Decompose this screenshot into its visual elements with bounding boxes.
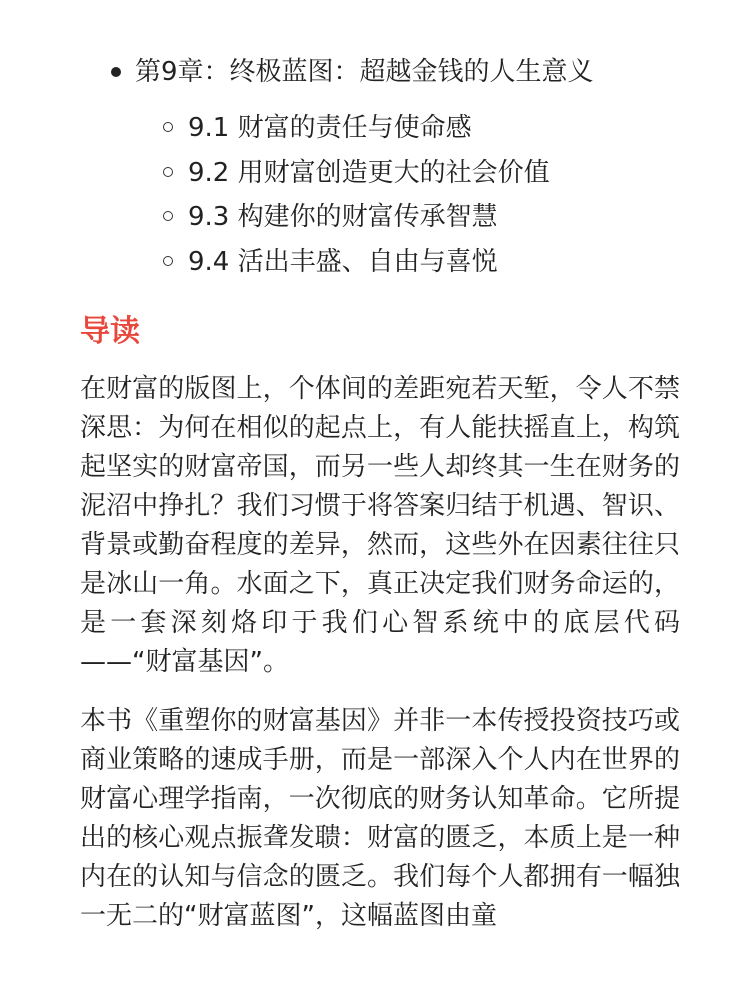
section-list (160, 106, 720, 284)
section-title: 9.2 用财富创造更大的社会价值 (188, 157, 550, 188)
hollow-bullet-icon (163, 211, 173, 221)
intro-paragraph: 在财富的版图上，个体间的差距宛若天堑，令人不禁深思：为何在相似的起点上，有人能扶摇直上，构筑起坚实的财富帝国，而另一些人却终其一生在财务的泥沼中挣扎？我们习惯于将答案归结于机遇、智识、背景或勤奋程度的差异，然而，这些外在因素往往只是冰山一角。水面之下，真正决定我们财务命运的，是一套深刻烙印于我们心智系统中的底层代码——“财富基因”。 (80, 374, 680, 677)
section-title: 9.4 活出丰盛、自由与喜悦 (188, 246, 498, 277)
section-item (160, 195, 720, 240)
chapter-list (107, 52, 727, 92)
section-item (160, 151, 720, 196)
hollow-bullet-icon (163, 122, 173, 132)
section-item (160, 240, 720, 285)
hollow-bullet-icon (163, 167, 173, 177)
section-item (160, 106, 720, 151)
hollow-bullet-icon (163, 256, 173, 266)
filled-bullet-icon (111, 67, 121, 77)
section-title: 9.1 财富的责任与使命感 (188, 113, 472, 143)
intro-paragraph: 本书《重塑你的财富基因》并非一本传授投资技巧或商业策略的速成手册，而是一部深入个人内在世界的财富心理学指南，一次彻底的财务认知革命。它所提出的核心观点振聋发聩：财富的匮乏，本质上是一种内在的认知与信念的匮乏。我们每个人都拥有一幅独一无二的“财富蓝图”，这幅蓝图由童 (80, 706, 680, 931)
section-title: 9.3 构建你的财富传承智慧 (188, 202, 498, 232)
intro-heading: 导读 (80, 314, 140, 349)
chapter-item (107, 52, 727, 92)
chapter-title: 第9章：终极蓝图：超越金钱的人生意义 (135, 57, 594, 87)
